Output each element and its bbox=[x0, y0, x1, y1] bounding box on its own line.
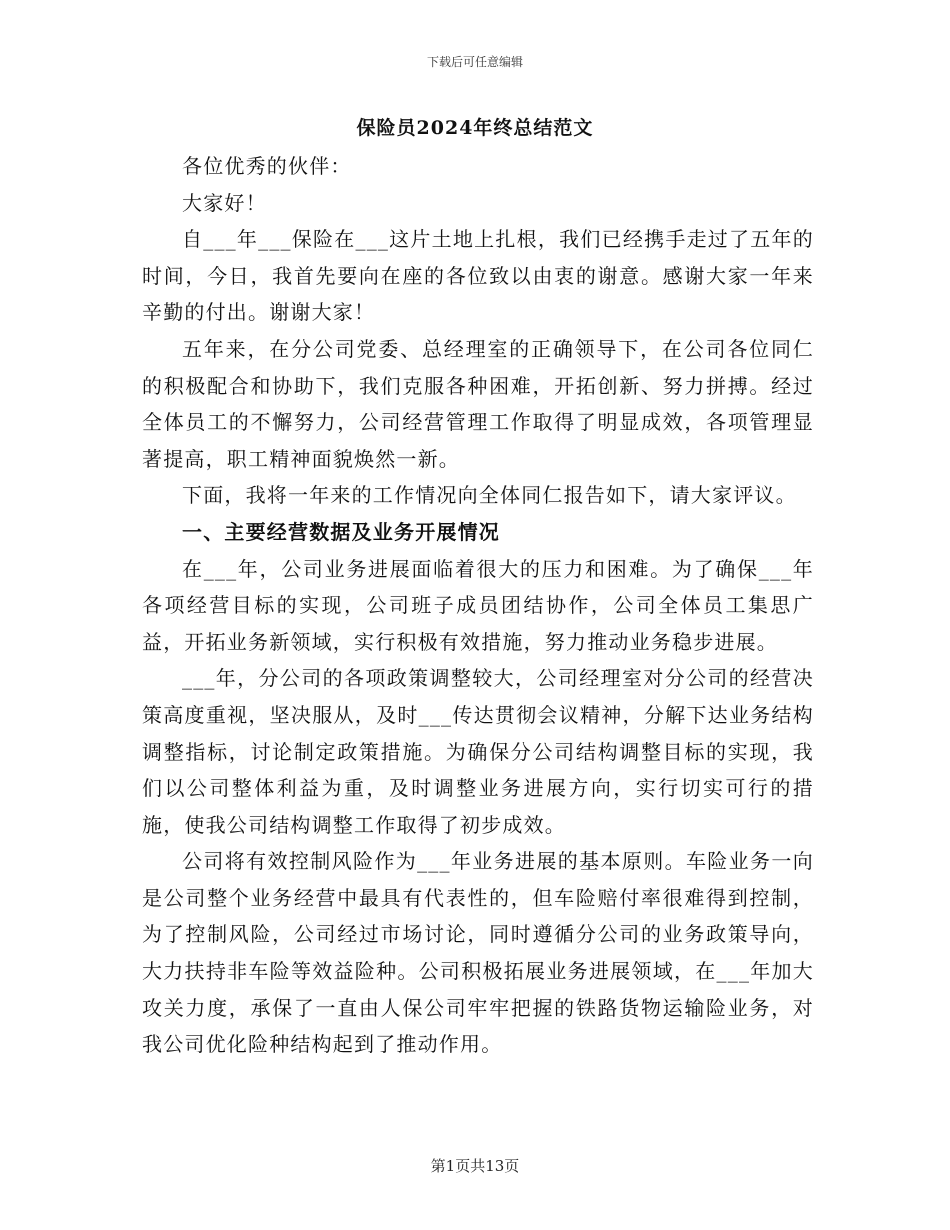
header-note: 下载后可任意编辑 bbox=[426, 55, 523, 69]
intro-paragraph: 自___年___保险在___这片土地上扎根，我们已经携手走过了五年的时间，今日，我首先要向在座的各位致以由衷的谢意。感谢大家一年来辛勤的付出。谢谢大家！ bbox=[142, 227, 814, 325]
page-indicator: 第1页共13页 bbox=[430, 1157, 520, 1175]
document-title: 保险员2024年终总结范文 bbox=[356, 117, 594, 139]
five-years-paragraph: 五年来，在分公司党委、总经理室的正确领导下，在公司各位同仁的积极配合和协助下，我们克服各种困难，开拓创新、努力拼搏。经过全体员工的不懈努力，公司经营管理工作取得了明显成效，各项管理显著提高，职工精神面貌焕然一新。 bbox=[142, 336, 814, 471]
policy-paragraph: ___年，分公司的各项政策调整较大，公司经理室对分公司的经营决策高度重视，坚决服从，及时___传达贯彻会议精神，分解下达业务结构调整指标，讨论制定政策措施。为确保分公司结构调整目标的实现，我们以公司整体利益为重，及时调整业务进展方向，实行切实可行的措施，使我公司结构调整工作取得了初步成效。 bbox=[142, 666, 814, 837]
hello-paragraph: 大家好！ bbox=[182, 190, 267, 215]
section-heading: 一、主要经营数据及业务开展情况 bbox=[182, 519, 500, 544]
greeting-paragraph: 各位优秀的伙伴： bbox=[182, 154, 352, 178]
report-intro-paragraph: 下面，我将一年来的工作情况向全体同仁报告如下，请大家评议。 bbox=[182, 483, 797, 508]
document-body bbox=[142, 148, 814, 1063]
business-paragraph: 在___年，公司业务进展面临着很大的压力和困难。为了确保___年各项经营目标的实现，公司班子成员团结协作，公司全体员工集思广益，开拓业务新领域，实行积极有效措施，努力推动业务稳步进展。 bbox=[142, 556, 814, 654]
risk-control-paragraph: 公司将有效控制风险作为___年业务进展的基本原则。车险业务一向是公司整个业务经营中最具有代表性的，但车险赔付率很难得到控制，为了控制风险，公司经过市场讨论，同时遵循分公司的业务政策导向，大力扶持非车险等效益险种。公司积极拓展业务进展领域，在___年加大攻关力度，承保了一直由人保公司牢牢把握的铁路货物运输险业务，对我公司优化险种结构起到了推动作用。 bbox=[142, 849, 814, 1057]
